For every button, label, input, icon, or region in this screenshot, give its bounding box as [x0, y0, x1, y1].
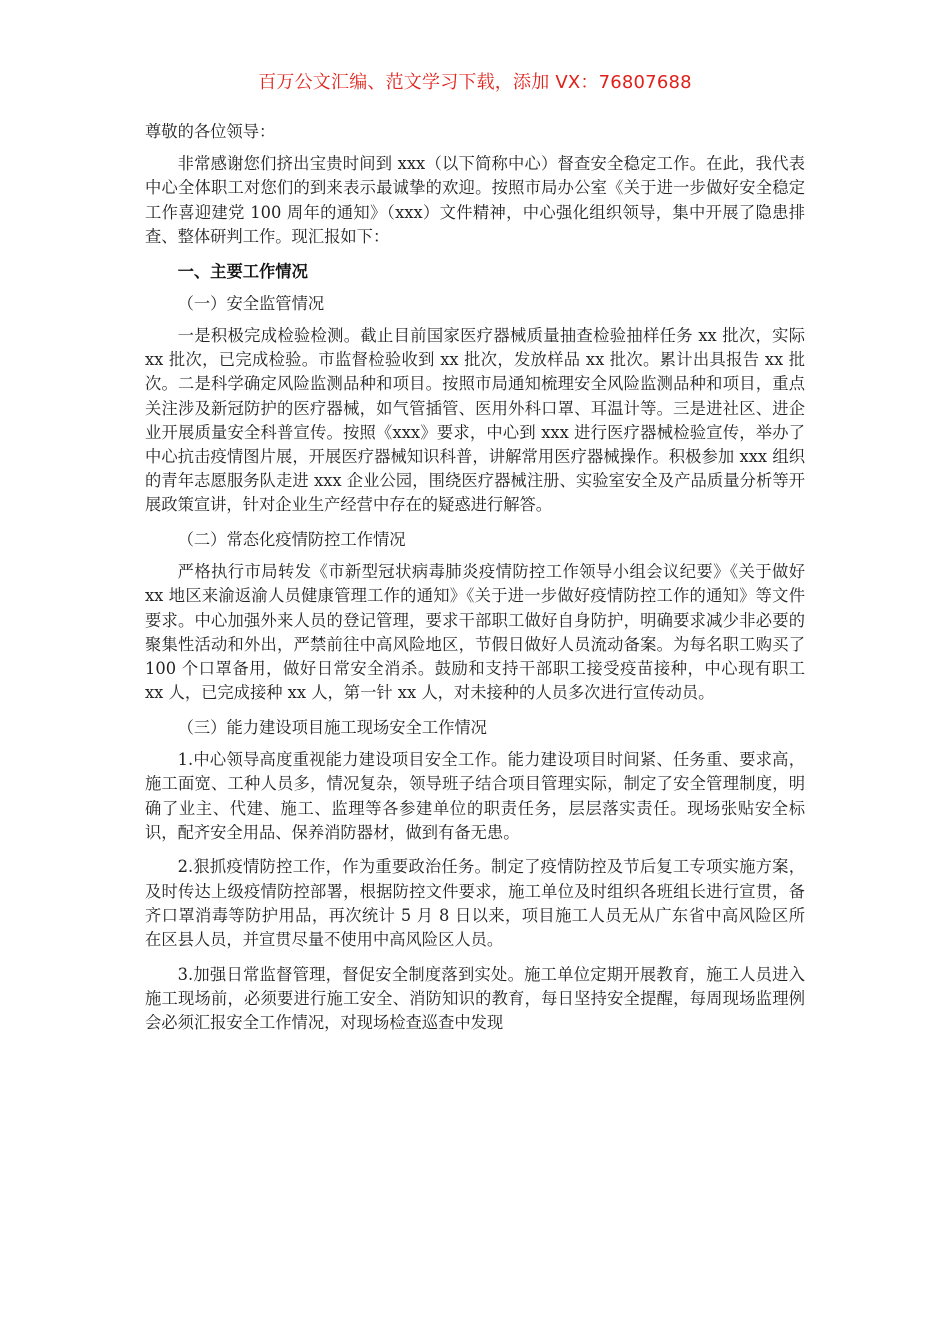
- paragraph-epidemic-control: 严格执行市局转发《市新型冠状病毒肺炎疫情防控工作领导小组会议纪要》《关于做好 xx 地区来渝返渝人员健康管理工作的通知》《关于进一步做好疫情防控工作的通知》等文件要求。中心加强外来人员的登记管理，要求干部职工做好自身防护，明确要求减少非必要的聚集性活动和外出，严禁前往中高风险地区，节假日做好人员流动备案。为每名职工购买了 100 个口罩备用，做好日常安全消杀。鼓励和支持干部职工接受疫苗接种，中心现有职工 xx 人，已完成接种 xx 人，第一针 xx 人，对未接种的人员多次进行宣传动员。: [145, 562, 805, 703]
- watermark-banner: 百万公文汇编、范文学习下载，添加 VX：76807688: [258, 72, 692, 93]
- salutation: 尊敬的各位领导：: [145, 122, 276, 141]
- section-heading-main-work: 一、主要工作情况: [177, 261, 308, 281]
- subsection-heading-construction-safety: （三）能力建设项目施工现场安全工作情况: [177, 717, 487, 737]
- paragraph-safety-supervision: 一是积极完成检验检测。截止目前国家医疗器械质量抽查检验抽样任务 xx 批次，实际 xx 批次，已完成检验。市监督检验收到 xx 批次，发放样品 xx 批次。累计出具报告 xx 批次。二是科学确定风险监测品种和项目。按照市局通知梳理安全风险监测品种和项目，重点关注涉及新冠防护的医疗器械，如气管插管、医用外科口罩、耳温计等。三是进社区、进企业开展质量安全科普宣传。按照《xxx》要求，中心到 xxx 进行医疗器械检验宣传，举办了中心抗击疫情图片展，开展医疗器械知识科普，讲解常用医疗器械操作。积极参加 xxx 组织的青年志愿服务队走进 xxx 企业公园，围绕医疗器械注册、实验室安全及产品质量分析等开展政策宣讲，针对企业生产经营中存在的疑惑进行解答。: [145, 325, 805, 515]
- list-item-1: 1.中心领导高度重视能力建设项目安全工作。能力建设项目时间紧、任务重、要求高，施工面宽、工种人员多，情况复杂，领导班子结合项目管理实际，制定了安全管理制度，明确了业主、代建、施工、监理等各参建单位的职责任务，层层落实责任。现场张贴安全标识，配齐安全用品、保养消防器材，做到有备无患。: [145, 750, 805, 842]
- list-item-2: 2.狠抓疫情防控工作，作为重要政治任务。制定了疫情防控及节后复工专项实施方案，及时传达上级疫情防控部署，根据防控文件要求，施工单位及时组织各班组长进行宣贯，备齐口罩消毒等防护用品，再次统计 5 月 8 日以来，项目施工人员无从广东省中高风险区所在区县人员，并宣贯尽量不使用中高风险区人员。: [145, 857, 805, 950]
- document-body: [145, 120, 805, 1046]
- subsection-heading-epidemic-control: （二）常态化疫情防控工作情况: [177, 530, 406, 550]
- intro-paragraph: 非常感谢您们挤出宝贵时间到 xxx（以下简称中心）督查安全稳定工作。在此，我代表中心全体职工对您们的到来表示最诚挚的欢迎。按照市局办公室《关于进一步做好安全稳定工作喜迎建党 100 周年的通知》（xxx）文件精神，中心强化组织领导，集中开展了隐患排查、整体研判工作。现汇报如下：: [145, 154, 805, 246]
- list-item-3: 3.加强日常监督管理，督促安全制度落到实处。施工单位定期开展教育，施工人员进入施工现场前，必须要进行施工安全、消防知识的教育，每日坚持安全提醒，每周现场监理例会必须汇报安全工作情况，对现场检查巡查中发现: [145, 964, 805, 1033]
- subsection-heading-safety-supervision: （一）安全监管情况: [177, 293, 325, 313]
